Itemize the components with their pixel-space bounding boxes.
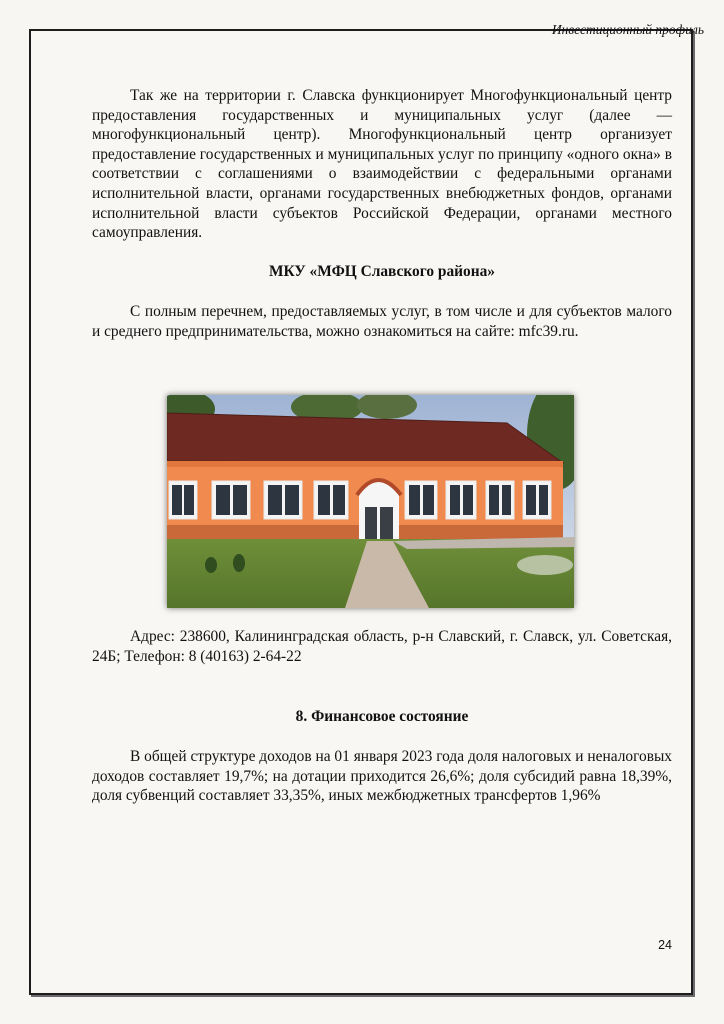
running-header: Инвестиционный профиль xyxy=(551,22,704,37)
mfc-heading: МКУ «МФЦ Славского района» xyxy=(269,263,495,280)
mfc-building-photo xyxy=(167,395,574,608)
mfc-intro-paragraph: Так же на территории г. Славска функционирует Многофункциональный центр предоставления государственных и муниципальных услуг (далее — многофункциональный центр). Многофункциональный центр организует предоставление государственных и муниципальных услуг по принципу «одного окна» в соответствии с соглашениями о взаимодействии с федеральными органами исполнительной власти, органами государственных внебюджетных фондов, органами исполнительной власти субъектов Российской Федерации, органами местного самоуправления. xyxy=(92,87,672,242)
page-number: 24 xyxy=(658,938,672,952)
mfc-address-paragraph: Адрес: 238600, Калининградская область, р-н Славский, г. Славск, ул. Советская, 24Б; Телефон: 8 (40163) 2-64-22 xyxy=(92,628,672,665)
finance-heading: 8. Финансовое состояние xyxy=(295,708,469,725)
mfc-services-paragraph: С полным перечнем, предоставляемых услуг, в том числе и для субъектов малого и среднего предпринимательства, можно ознакомиться на сайте: mfc39.ru. xyxy=(92,303,672,340)
finance-paragraph: В общей структуре доходов на 01 января 2023 года доля налоговых и неналоговых доходов составляет 19,7%; на дотации приходится 26,6%; доля субсидий равна 18,39%, доля субвенций составляет 33,35%, иных межбюджетных трансфертов 1,96% xyxy=(92,748,672,805)
